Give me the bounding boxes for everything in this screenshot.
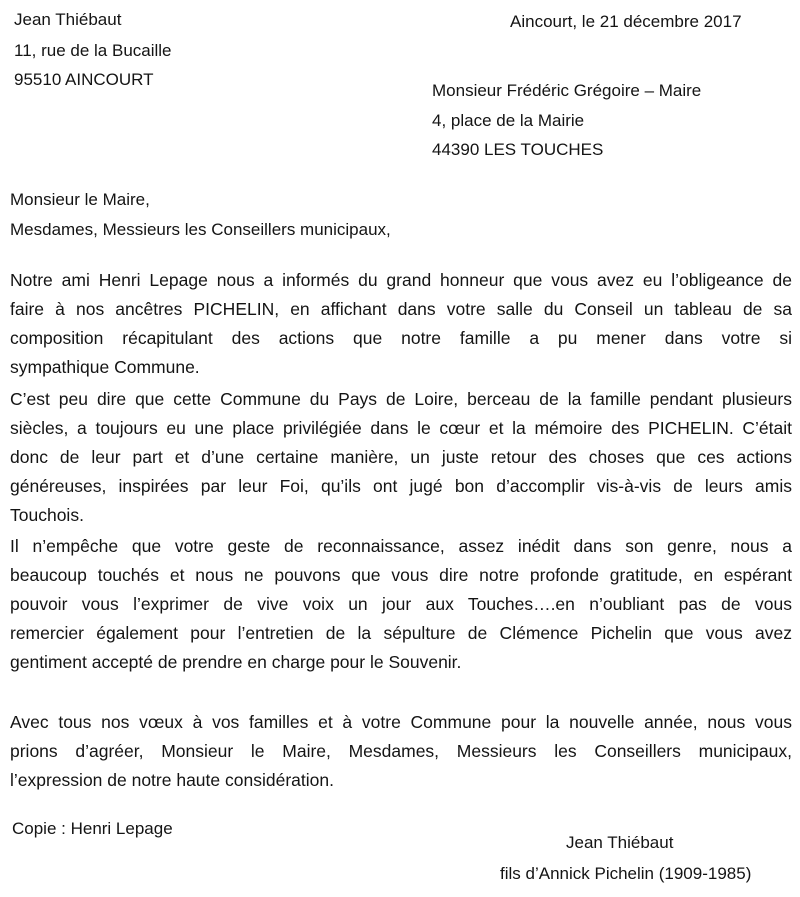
recipient-name: Monsieur Frédéric Grégoire – Maire: [432, 81, 702, 100]
paragraph-line: prions d’agréer, Monsieur le Maire, Mesdames, Messieurs les Conseillers municipaux,: [10, 741, 792, 761]
paragraph-line: faire à nos ancêtres PICHELIN, en affichant dans votre salle du Conseil un tableau de sa: [10, 299, 792, 319]
paragraph-line: Touchois.: [10, 505, 84, 525]
paragraph-line: pouvoir vous l’exprimer de vive voix un jour aux Touches….en n’oubliant pas de vous: [10, 594, 792, 614]
sender-street: 11, rue de la Bucaille: [14, 41, 172, 60]
salutation-line: Monsieur le Maire,: [10, 190, 150, 209]
recipient-city: 44390 LES TOUCHES: [432, 140, 604, 159]
salutation-line: Mesdames, Messieurs les Conseillers municipaux,: [10, 220, 391, 239]
recipient-street: 4, place de la Mairie: [432, 111, 585, 130]
closing-paragraph: [10, 708, 792, 795]
paragraph-line: donc de leur part et d’une certaine manière, un juste retour des choses que ces actions: [10, 447, 792, 467]
sender-city: 95510 AINCOURT: [14, 70, 154, 89]
body-paragraph: [10, 266, 792, 382]
place-date: Aincourt, le 21 décembre 2017: [510, 12, 742, 31]
paragraph-line: gentiment accepté de prendre en charge pour le Souvenir.: [10, 652, 462, 672]
sender-name: Jean Thiébaut: [14, 10, 122, 29]
paragraph-line: Notre ami Henri Lepage nous a informés du grand honneur que vous avez eu l’obligeance de: [10, 270, 792, 290]
paragraph-line: remercier également pour l’entretien de la sépulture de Clémence Pichelin que vous avez: [10, 623, 792, 643]
paragraph-line: beaucoup touchés et nous ne pouvons que vous dire notre profonde gratitude, en espérant: [10, 565, 792, 585]
signature-name: Jean Thiébaut: [566, 833, 674, 852]
body-paragraph: [10, 385, 792, 530]
paragraph-line: l’expression de notre haute considération.: [10, 770, 334, 790]
paragraph-line: composition récapitulant des actions que notre famille a pu mener dans votre si: [10, 328, 792, 348]
paragraph-line: Il n’empêche que votre geste de reconnaissance, assez inédit dans son genre, nous a: [10, 536, 792, 556]
paragraph-line: Avec tous nos vœux à vos familles et à votre Commune pour la nouvelle année, nous vous: [10, 712, 792, 732]
paragraph-line: sympathique Commune.: [10, 357, 200, 377]
body-paragraph: [10, 532, 792, 677]
copy-note: Copie : Henri Lepage: [12, 819, 173, 838]
paragraph-line: siècles, a toujours eu une place privilégiée dans le cœur et la mémoire des PICHELIN. C’était: [10, 418, 792, 438]
signature-relation: fils d’Annick Pichelin (1909-1985): [500, 864, 752, 883]
paragraph-line: généreuses, inspirées par leur Foi, qu’ils ont jugé bon d’accomplir vis-à-vis de leurs amis: [10, 476, 792, 496]
paragraph-line: C’est peu dire que cette Commune du Pays de Loire, berceau de la famille pendant plusieurs: [10, 389, 792, 409]
